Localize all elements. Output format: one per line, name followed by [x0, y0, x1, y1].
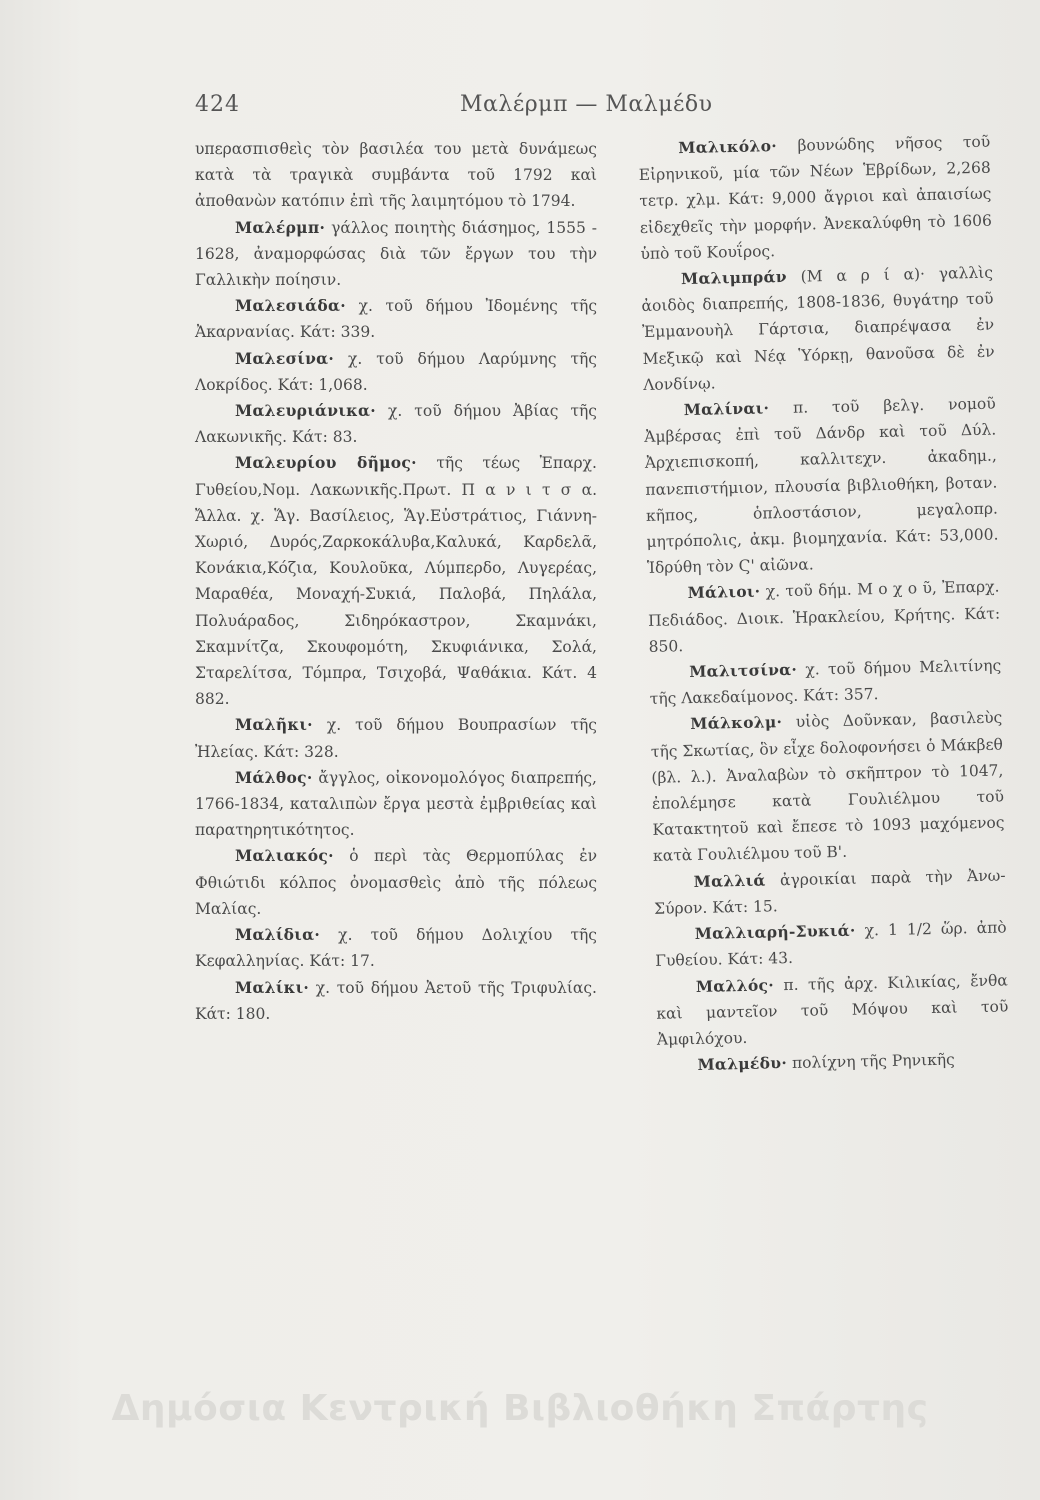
entry-text: πολίχνη τῆς Ρηνικῆς: [791, 1050, 955, 1073]
dictionary-entry: [649, 653, 1002, 713]
entry-text: χ. τοῦ δήμ. Μ ο χ ο ῦ, Ἐπαρχ. Πεδιάδος. Διοικ. Ἡρακλείου, Κρήτης. Κάτ: 850.: [647, 577, 1001, 656]
entry-text: υἱὸς Δοῦνκαν, βασιλεὺς τῆς Σκωτίας, ὃν εἶχε δολοφονήσει ὁ Μάκβεθ (βλ. λ.). Ἀναλαβὼν τὸ σκῆπτρον τὸ 1047, ἐπολέμησε κατὰ Γουλιέλμου τοῦ Κατακτητοῦ καὶ ἔπεσε τὸ 1093 μαχόμενος κατὰ Γουλιέλμου τοῦ Β'.: [650, 708, 1005, 866]
entry-text: χ. τοῦ δήμου Βουπρασίων τῆς Ἠλείας. Κάτ: 328.: [195, 716, 597, 761]
entry-headword: Μαλῆκι·: [235, 715, 313, 735]
dictionary-entry: [195, 450, 597, 712]
entry-text: βουνώδης νῆσος τοῦ Εἰρηνικοῦ, μία τῶν Νέων Ἑβρίδων, 2,268 τετρ. χλμ. Κάτ: 9,000 ἄγριοι καὶ ἀπαισίως εἰδεχθεῖς τὴν μορφήν. Ἀνεκαλύφθη τὸ 1606 ὑπὸ τοῦ Κουΐρος.: [638, 132, 993, 263]
entry-headword: Μάλθος·: [235, 767, 313, 787]
entry-text: γάλλος ποιητὴς διάσημος, 1555 - 1628, ἀναμορφώσας διὰ τῶν ἔργων του τὴν Γαλλικὴν ποίησιν.: [195, 218, 597, 290]
dictionary-entry: [195, 293, 597, 345]
entry-text: (Μ α ρ ί α)· γαλλὶς ἀοιδὸς διαπρεπής, 1808-1836, θυγάτηρ τοῦ Ἐμμανουὴλ Γάρτσια, διαπρέψασα ἐν Μεξικῷ καὶ Νέᾳ Ὑόρκῃ, θανοῦσα δὲ ἐν Λονδίνῳ.: [641, 263, 995, 394]
entry-text: π. τῆς ἀρχ. Κιλικίας, ἔνθα καὶ μαντεῖον τοῦ Μόψου καὶ τοῦ Ἀμφιλόχου.: [656, 970, 1009, 1049]
dictionary-entry: [638, 129, 993, 267]
entry-text: χ. τοῦ δήμου Ἀετοῦ τῆς Τριφυλίας. Κάτ: 180.: [195, 978, 597, 1023]
entry-headword: Μαλέρμπ·: [235, 217, 326, 237]
right-column: [638, 129, 1010, 1079]
dictionary-entry: [195, 346, 597, 398]
entry-headword: Μαλίδια·: [235, 925, 321, 945]
dictionary-entry: [650, 705, 1005, 870]
entry-headword: Μαλευρίου δῆμος·: [235, 453, 417, 473]
running-head: Μαλέρμπ — Μαλμέδυ: [460, 92, 713, 117]
entry-headword: Μαλικόλο·: [678, 136, 778, 158]
entry-headword: Μαλλιαρή-Συκιά·: [694, 920, 856, 944]
dictionary-entry: [656, 967, 1010, 1053]
entry-text: ἄγγλος, οἰκονομολόγος διαπρεπής, 1766-1834, καταλιπὼν ἔργα μεστὰ ἐμβριθείας καὶ παρατηρητικότητος.: [195, 768, 597, 840]
entry-headword: Μαλευριάνικα·: [235, 401, 376, 421]
entry-text: ἀγροικίαι παρὰ τὴν Ἀνω-Σύρον. Κάτ: 15.: [653, 866, 1006, 918]
entry-headword: Μαλεσιάδα·: [235, 296, 346, 316]
entry-text: υπερασπισθεὶς τὸν βασιλέα του μετὰ δυνάμεως κατὰ τὰ τραγικὰ συμβάντα τοῦ 1792 καὶ ἀποθανὼν κατόπιν ἐπὶ τῆς λαιμητόμου τὸ 1794.: [195, 140, 597, 211]
entry-text: π. τοῦ βελγ. νομοῦ Ἀμβέρσας ἐπὶ τοῦ Δάνδρ καὶ τοῦ Δύλ. Ἀρχιεπισκοπή, καλλιτεχν. ἀκαδημ., πανεπιστήμιον, πλουσία βιβλιοθήκη, βοταν. κῆπος, ὁπλοστάσιον, μεγαλοπρ. μητρόπολις, ἀκμ. βιομηχανία. Κάτ: 53,000. Ἱδρύθη τὸν Ϛ' αἰῶνα.: [644, 394, 999, 578]
entry-headword: Μάλκολμ·: [690, 712, 783, 734]
dictionary-entry: [654, 915, 1007, 975]
dictionary-entry: [195, 922, 597, 974]
entry-text: τῆς τέως Ἐπαρχ. Γυθείου,Νομ. Λακωνικῆς.Πρωτ. Π α ν ι τ σ α. Ἄλλα. χ. Ἅγ. Βασίλειος, Ἅγ.Εὐστράτιος, Γιάννη-Χωριό, Δυρός,Ζαρκοκάλυβα,Καλυκά, Καρδελᾶ, Κονάκια,Κόζια, Κουλοῦκα, Λύμπερδο, Λυγερέας, Μαραθέα, Μοναχή-Συκιά, Παλοβά, Πηλάλα, Πολυάραδος, Σιδηρόκαστρον, Σκαμνάκι, Σκαμνίτζα, Σκουφομότη, Σκυφιάνικα, Σολά, Σταρελίτσα, Τόμπρα, Τσιχοβά, Ψαθάκια. Κάτ. 4 882.: [195, 454, 597, 709]
dictionary-entry: [647, 574, 1001, 660]
entry-text: χ. τοῦ δήμου Μελιτίνης τῆς Λακεδαίμονος. Κάτ: 357.: [649, 656, 1002, 709]
entry-headword: Μαλιακός·: [235, 846, 334, 866]
entry-text: χ. τοῦ δήμου Δολιχίου τῆς Κεφαλληνίας. Κάτ: 17.: [195, 926, 597, 971]
entry-headword: Μαλλός·: [695, 974, 775, 996]
entry-text: χ. τοῦ δήμου Ἰδομένης τῆς Ἀκαρνανίας. Κάτ: 339.: [195, 297, 598, 342]
dictionary-entry: [195, 843, 597, 922]
entry-headword: Μαλεσίνα·: [235, 348, 335, 368]
dictionary-entry: [195, 975, 597, 1027]
entry-text: χ. 1 1/2 ὥρ. ἀπὸ Γυθείου. Κάτ: 43.: [655, 918, 1007, 971]
library-watermark: Δημόσια Κεντρική Βιβλιοθήκη Σπάρτης: [111, 1388, 929, 1429]
entry-headword: Μαλλιά: [693, 870, 766, 891]
left-column: [195, 136, 597, 1027]
entry-headword: Μαλίναι·: [683, 398, 770, 420]
entry-text: χ. τοῦ δήμου Ἀβίας τῆς Λακωνικῆς. Κάτ: 83.: [195, 402, 597, 447]
entry-headword: Μαλιμπράν: [680, 266, 788, 289]
dictionary-entry: [643, 391, 999, 582]
dictionary-entry: [195, 765, 597, 844]
entry-headword: Μαλίκι·: [235, 977, 310, 997]
dictionary-entry: [195, 398, 597, 450]
entry-headword: Μάλιοι·: [687, 581, 761, 603]
entry-headword: Μαλμέδυ·: [697, 1053, 788, 1075]
dictionary-entry: [195, 136, 597, 215]
dictionary-entry: [641, 260, 996, 398]
page-number: 424: [195, 92, 240, 117]
dictionary-entry: [653, 862, 1006, 922]
entry-headword: Μαλιτσίνα·: [689, 659, 798, 682]
entry-text: ὁ περὶ τὰς Θερμοπύλας ἐν Φθιώτιδι κόλπος ὀνομασθεὶς ἀπὸ τῆς πόλεως Μαλίας.: [195, 847, 597, 918]
dictionary-entry: [195, 712, 597, 764]
dictionary-entry: [195, 215, 597, 294]
entry-text: χ. τοῦ δήμου Λαρύμνης τῆς Λοκρίδος. Κάτ: 1,068.: [195, 349, 597, 394]
page-header: [195, 92, 815, 128]
